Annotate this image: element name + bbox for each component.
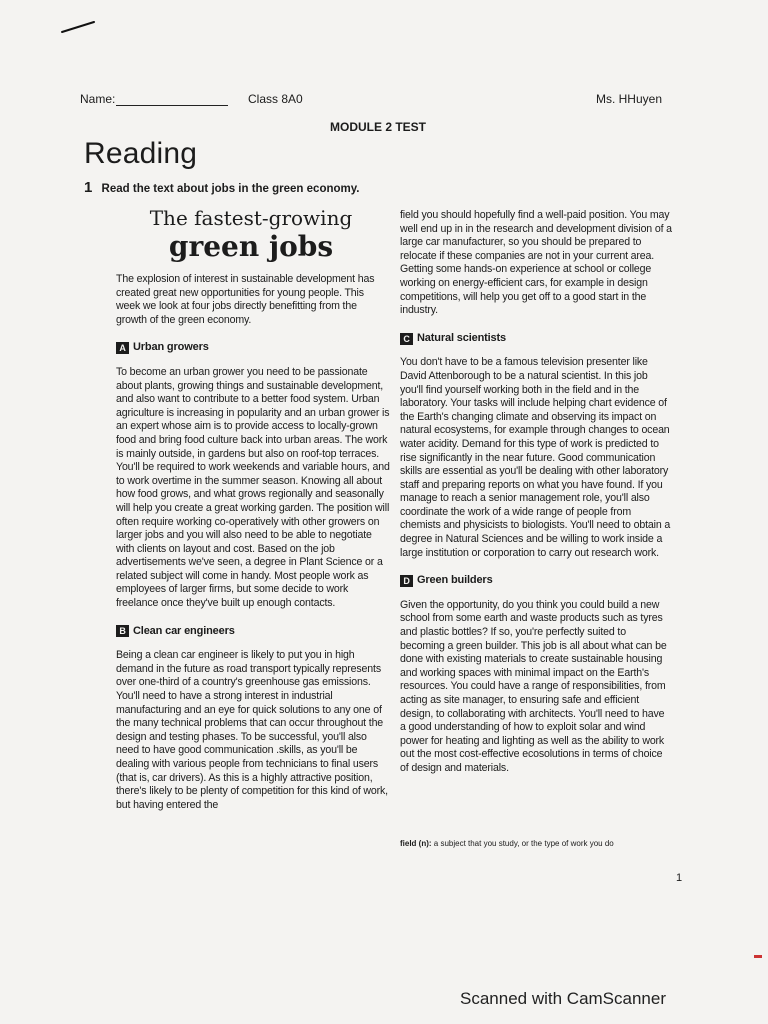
article-intro: The explosion of interest in sustainable development has created great new opportunities for young people. This week we look at four jobs directly benefitting from the growth of the green economy. [116, 273, 375, 326]
name-blank-line [116, 105, 228, 106]
footnote-definition: a subject that you study, or the type of work you do [431, 839, 614, 848]
teacher-name: Ms. HHuyen [595, 92, 662, 106]
article-title-main: green jobs [168, 230, 334, 263]
page-number: 1 [676, 872, 683, 884]
section-text-b: Being a clean car engineer is likely to put you in high demand in the future as road transport typically represents over one-third of a country's greenhouse gas emissions. You'll need to have a strong interest in industrial manufacturing and an eye for quick solutions to any one of the many technical problems that can occur throughout the design and testing phases. To be successful, you'll also need to have good communication .skills, as you'll be dealing with various people from technicians to final users (that is, car drivers). As this is a highly attractive position, there's likely to be plenty of competition for this kind of work, but having entered the [116, 649, 388, 811]
section-text-a: To become an urban grower you need to be passionate about plants, growing things and sustainable development, and also want to contribute to a better food system. Urban agriculture is increasing in popularity and an urban grower is an expert whose aim is to provide access to locally-grown food and bring food culture back into urban areas. The work is mainly outside, in gardens but also on roof-top terraces. You'll be required to work weekends and variable hours, and to work overtime in the summer season. Knowing all about how food grows, and what grows regionally and seasonally will help you create a great working garden. The position will often require working co-operatively with other growers on larger jobs and you will also need to be able to negotiate with clients on layout and cost. Based on the job advertisements we've seen, a degree in Plant Science or a related subject will come in handy. Most people work as employees of larger firms, but some decide to work freelance once they've built up enough contacts. [116, 365, 390, 610]
right-column [400, 209, 672, 790]
section-letter-badge: D [400, 575, 413, 587]
section-text-b-continued: field you should hopefully find a well-paid position. You may well end up in in the research and development division of a large car manufacturer, so you should be prepared to relocate if these companies are not in your current area. Getting some hands-on experience at school or college working on energy-efficient cars, for example in design competitions, will help you get off to a good start in the industry. [400, 209, 672, 317]
name-label: Name: [80, 92, 116, 106]
section-heading-b [116, 625, 390, 639]
section-title: Reading [84, 137, 198, 170]
section-text-c: You don't have to be a famous television presenter like David Attenborough to be a natural scientist. In this job you'll find yourself working both in the field and in the laboratory. Your tasks will include helping chart evidence of the Earth's changing climate and observing its impact on natural ecosystems, for example through changes to ocean water acidity. Demand for this type of work is predicted to rise significantly in the near future. Good communication skills are essential as you'll be dealing with other laboratory staff and preparing reports on what you have found. If you manage to reach a senior management role, you'll also coordinate the work of a wide range of people from chemists and physicists to biologists. You'll need to obtain a degree in Natural Sciences and be willing to work inside a large institution or corporation to carry out research work. [400, 356, 671, 559]
section-heading-d [400, 574, 672, 588]
module-title: MODULE 2 TEST [330, 120, 427, 134]
section-heading-a [116, 341, 390, 355]
article-title-top: The fastest-growing [149, 206, 353, 230]
section-letter-badge: C [400, 333, 413, 345]
left-column [116, 273, 390, 812]
scanner-watermark: Scanned with CamScanner [460, 989, 667, 1008]
footnote-term: field (n): [400, 839, 432, 848]
instruction [84, 179, 359, 196]
section-heading-text: Green builders [417, 574, 493, 587]
instruction-text: Read the text about jobs in the green economy. [101, 183, 360, 195]
section-text-d: Given the opportunity, do you think you could build a new school from some earth and waste products such as tyres and plastic bottles? If so, you're perfectly suited to becoming a green builder. This job is all about what can be done with existing materials to create sustainable housing and working spaces with minimal impact on the Earth's resources. You could have a range of responsibilities, from acting as site manager, to ensuring safe and efficient design, to collaborating with architects. You'll need to have a good understanding of how to exploit solar and wind power for heating and lighting as well as the ability to work out the most cost-effective ecosolutions in terms of choice of design and materials. [400, 598, 667, 774]
glossary-footnote [400, 839, 670, 848]
red-dash-mark [754, 955, 762, 958]
section-letter-badge: A [116, 342, 129, 354]
section-letter-badge: B [116, 625, 129, 637]
section-heading-text: Urban growers [133, 341, 209, 354]
article-title [116, 205, 386, 263]
class-label: Class 8A0 [248, 92, 303, 106]
instruction-number: 1 [84, 179, 93, 196]
section-heading-text: Natural scientists [417, 331, 507, 344]
pen-stroke-mark [60, 20, 96, 34]
section-heading-c [400, 332, 672, 346]
section-heading-text: Clean car engineers [133, 624, 235, 637]
